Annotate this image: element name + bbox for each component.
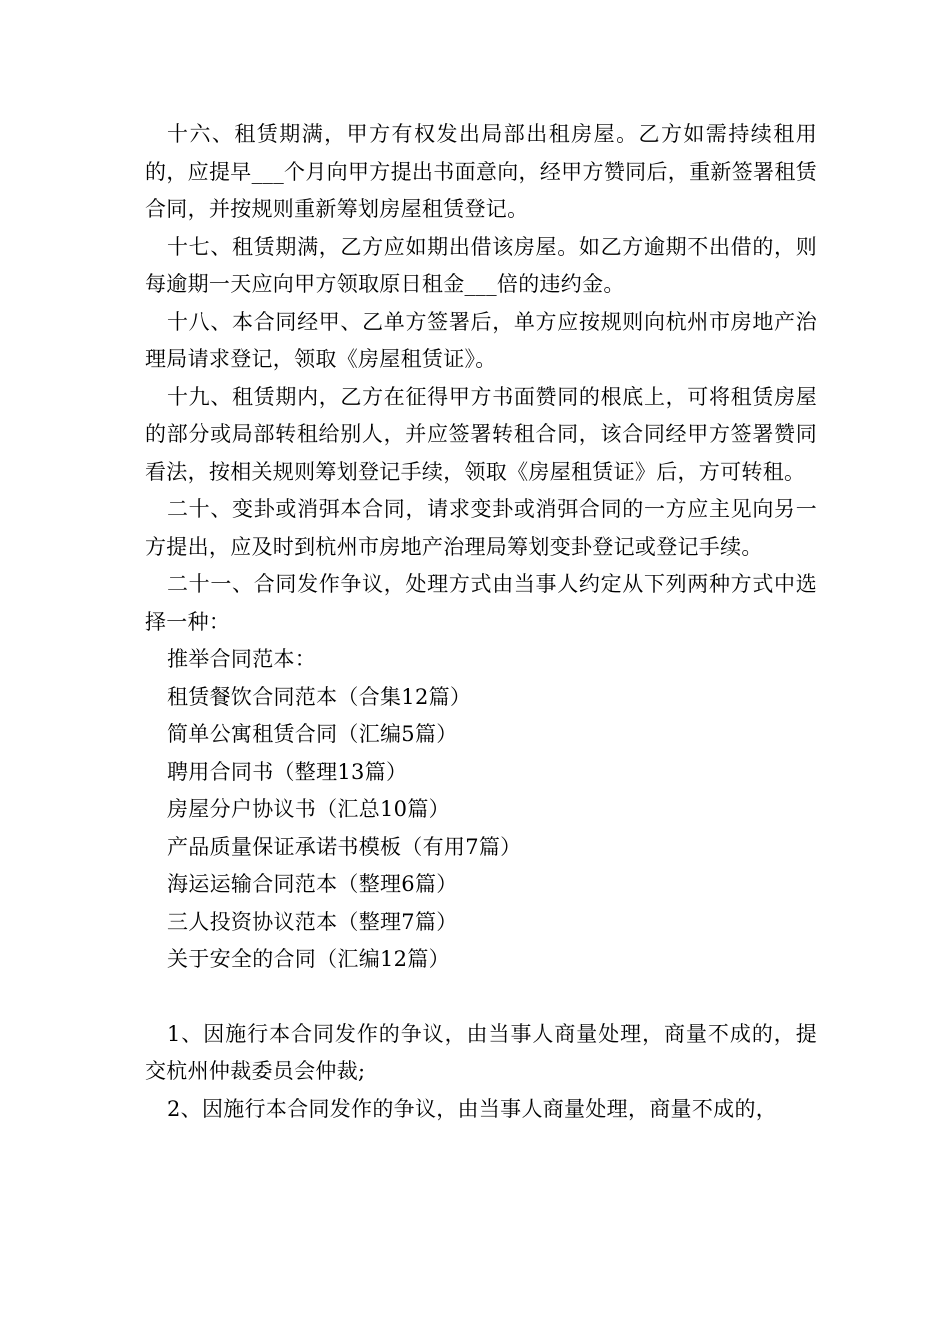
document-page	[145, 116, 817, 1128]
recommend-link[interactable]: 三人投资协议范本（整理7篇）	[167, 909, 458, 934]
clause-16: 十六、租赁期满，甲方有权发出局部出租房屋。乙方如需持续租用的，应提早___个月向甲方提出书面意向，经甲方赞同后，重新签署租赁合同，并按规则重新筹划房屋租赁登记。	[145, 122, 817, 221]
recommend-link[interactable]: 产品质量保证承诺书模板（有用7篇）	[167, 834, 522, 859]
recommend-link[interactable]: 海运运输合同范本（整理6篇）	[167, 872, 458, 896]
recommend-link[interactable]: 房屋分户协议书（汇总10篇）	[167, 797, 450, 821]
clause-21: 二十一、合同发作争议，处理方式由当事人约定从下列两种方式中选择一种：	[145, 572, 817, 634]
clause-17: 十七、租赁期满，乙方应如期出借该房屋。如乙方逾期不出借的，则每逾期一天应向甲方领取原日租金___倍的违约金。	[145, 234, 817, 296]
option-1: 1、因施行本合同发作的争议，由当事人商量处理，商量不成的，提交杭州仲裁委员会仲裁;	[145, 1021, 817, 1083]
recommend-heading: 推举合同范本：	[167, 647, 317, 671]
recommend-link[interactable]: 聘用合同书（整理13篇）	[167, 759, 408, 784]
recommend-link[interactable]: 租赁餐饮合同范本（合集12篇）	[167, 684, 472, 709]
clause-18: 十八、本合同经甲、乙单方签署后，单方应按规则向杭州市房地产治理局请求登记，领取《房屋租赁证》。	[145, 309, 817, 371]
recommend-link[interactable]: 简单公寓租赁合同（汇编5篇）	[167, 722, 458, 746]
recommend-list	[145, 641, 817, 979]
clause-20: 二十、变卦或消弭本合同，请求变卦或消弭合同的一方应主见向另一方提出，应及时到杭州市房地产治理局筹划变卦登记或登记手续。	[145, 497, 817, 559]
recommend-link[interactable]: 关于安全的合同（汇编12篇）	[167, 947, 450, 971]
clause-19: 十九、租赁期内，乙方在征得甲方书面赞同的根底上，可将租赁房屋的部分或局部转租给别人，并应签署转租合同，该合同经甲方签署赞同看法，按相关规则筹划登记手续，领取《房屋租赁证》后，方可转租。	[145, 384, 817, 484]
option-2: 2、因施行本合同发作的争议，由当事人商量处理，商量不成的，	[167, 1096, 778, 1121]
spacer	[145, 979, 817, 1016]
